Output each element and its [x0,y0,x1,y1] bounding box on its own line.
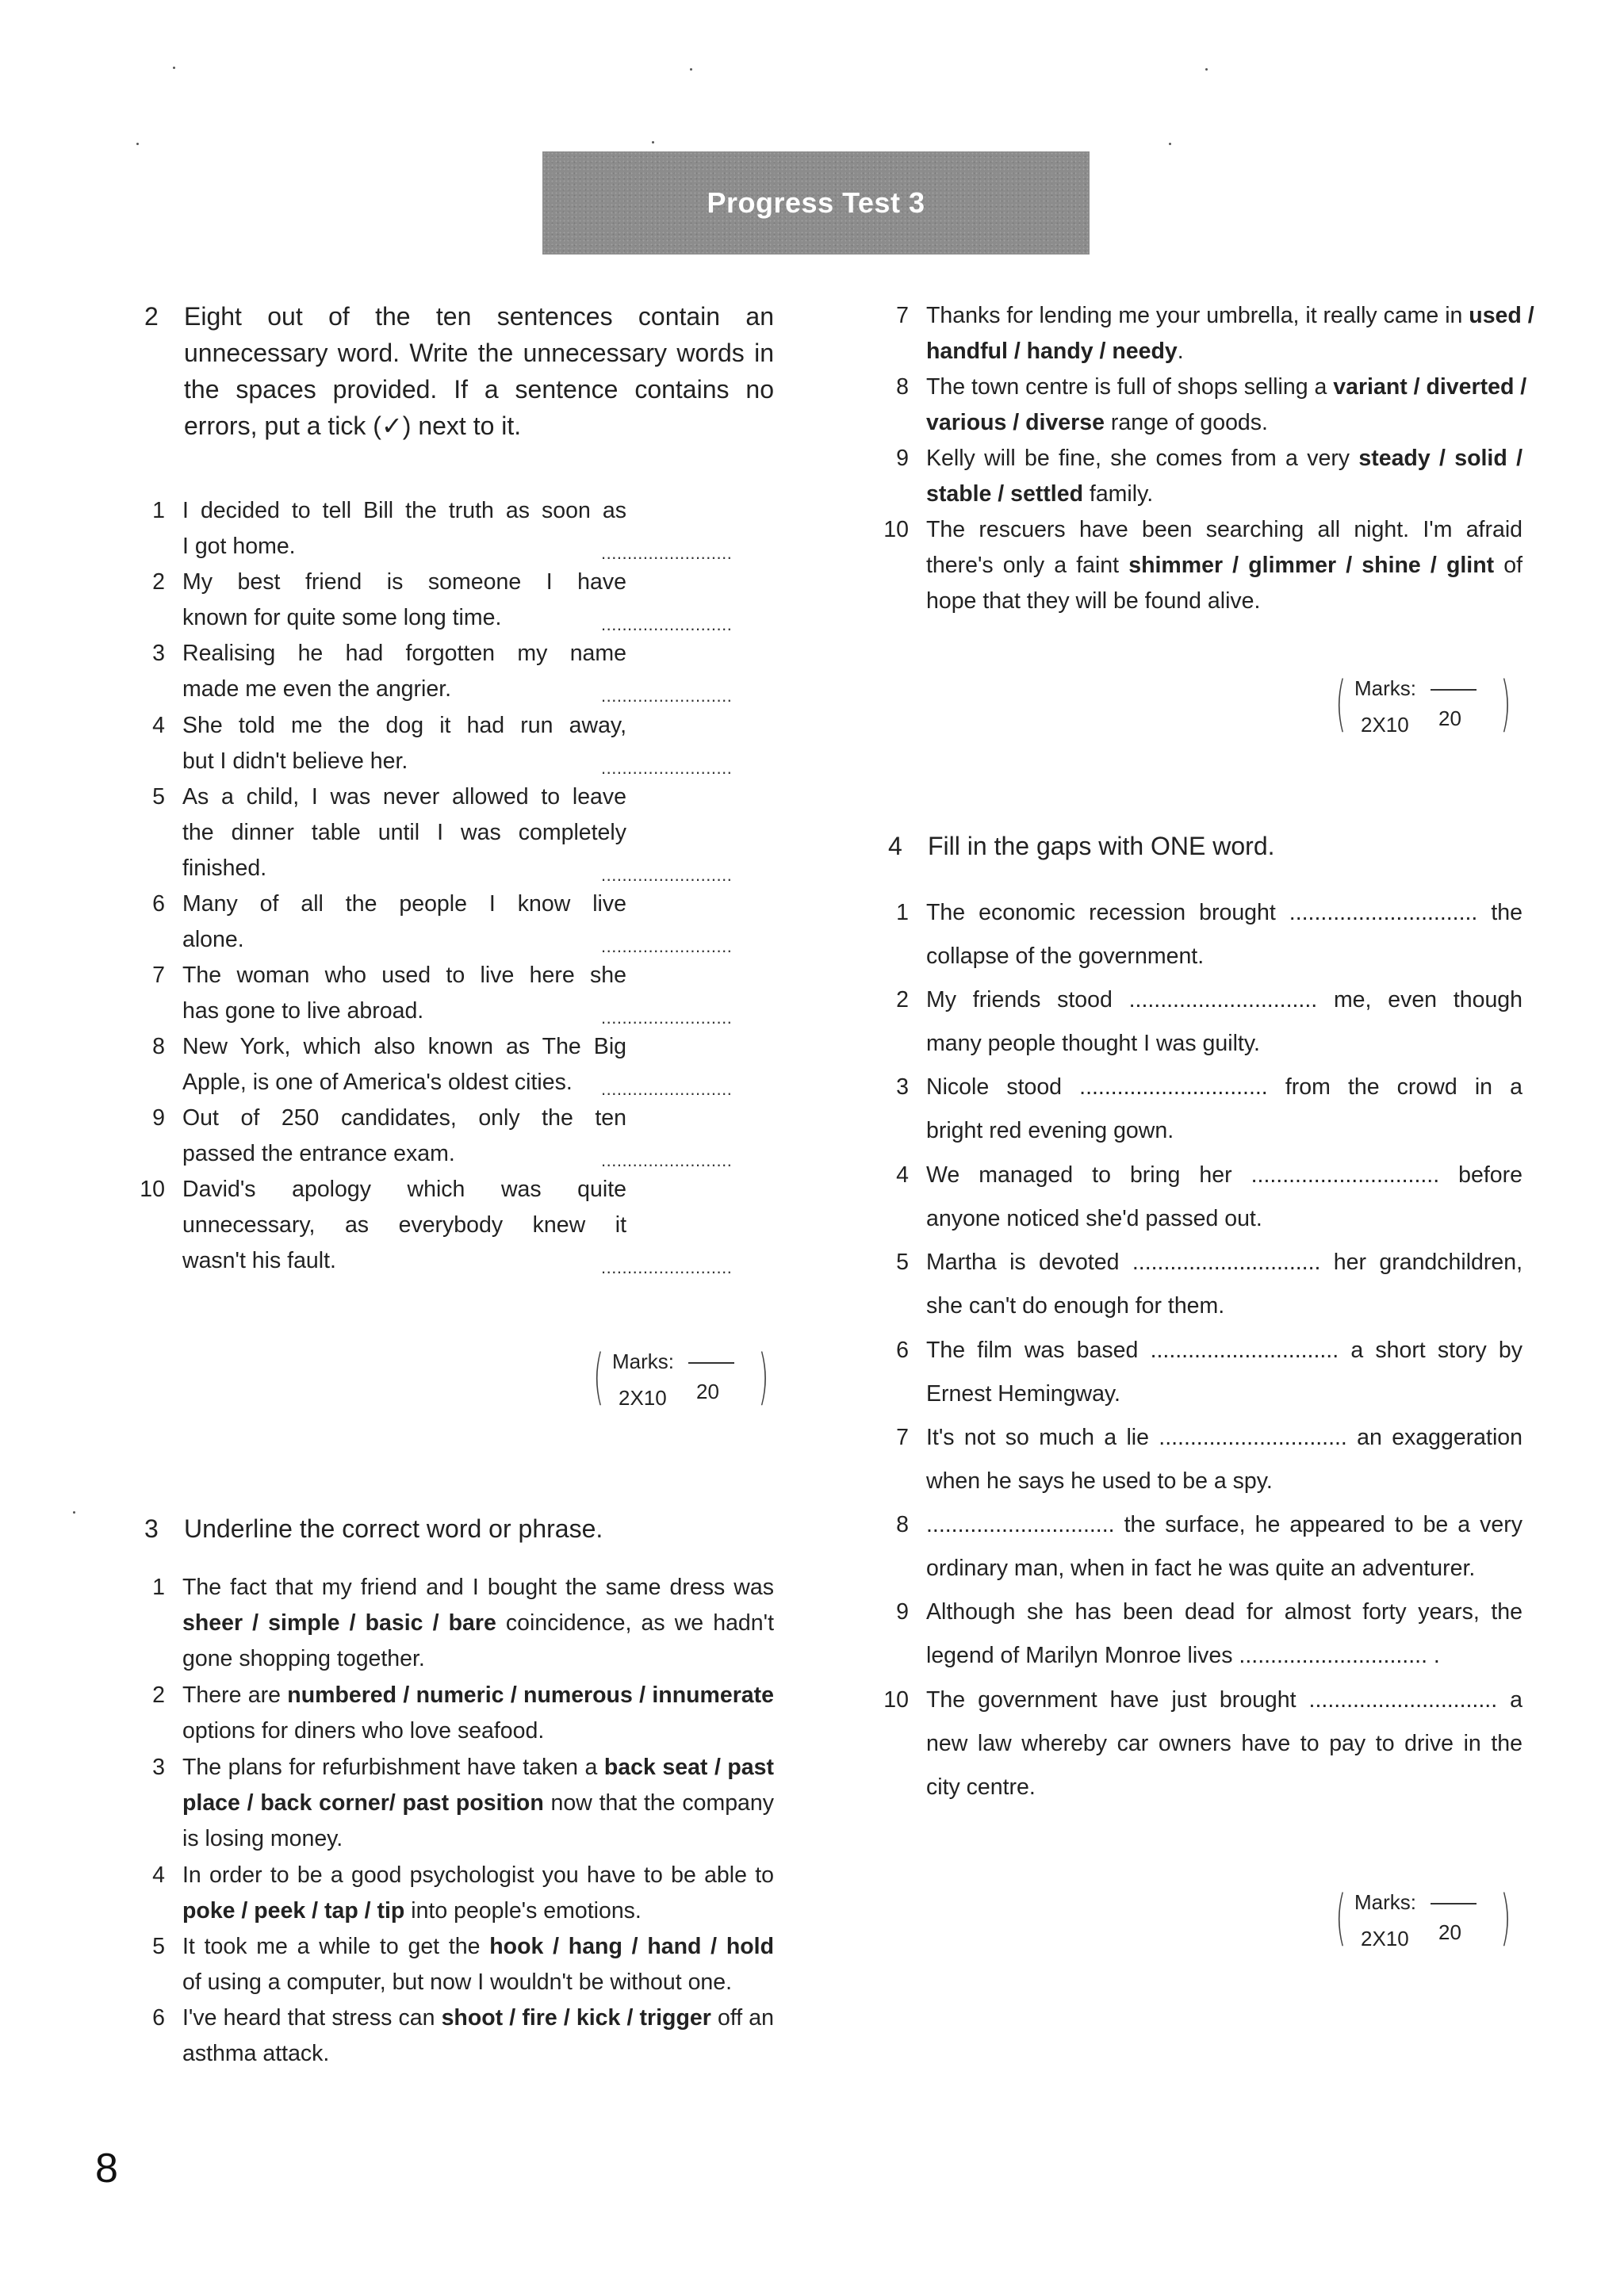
sentence-text: Thanks for lending me your umbrella, it really came in [926,303,1469,328]
item-number: 8 [896,1512,909,1537]
test-title: Progress Test 3 [707,186,925,219]
item-line: when he says he used to be a spy. [926,1468,1273,1494]
answer-blank[interactable]: ......................... [601,1008,733,1028]
item-text [926,891,1522,978]
item-line: .............................. the surface, he appeared to be a very [926,1512,1522,1537]
item-number: 9 [896,446,909,471]
marks-label: Marks: [612,1349,674,1373]
item-text [182,1570,774,1677]
answer-blank[interactable]: ......................... [601,543,733,563]
item-line: Although she has been dead for almost forty years, the [926,1599,1522,1625]
item-line [182,1641,774,1677]
item-line: bright red evening gown. [926,1118,1174,1143]
section-number: 4 [888,832,902,860]
answer-blank[interactable]: ......................... [601,1258,733,1277]
section-instruction: Eight out of the ten sentences contain an unnecessary word. Write the unnecessary words in the spaces provided. If a sentence contains no errors, put a tick (✓) next to it. [184,302,774,440]
right-bracket: ) [1500,1881,1511,1952]
sentence-text: of using a computer, but now I wouldn't be without one. [182,1970,733,1995]
item-line [926,512,1522,548]
answer-blank[interactable]: ......................... [601,865,733,885]
sentence-text: The town centre is full of shops selling a [926,374,1334,400]
item-line: passed the entrance exam. [182,1141,455,1166]
item-line [926,441,1522,477]
item-number: 3 [152,1755,165,1780]
right-bracket: ) [1500,668,1511,738]
item-text [926,298,1534,369]
item-number: 5 [152,784,165,810]
sentence-text: coincidence, as we hadn't [496,1610,774,1636]
sentence-text: off an [710,2005,774,2031]
word-choice-options[interactable]: steady / solid / [1358,446,1522,471]
fraction-line [1431,689,1477,691]
item-number: 7 [152,963,165,988]
item-text [926,978,1522,1066]
item-line [926,369,1527,405]
answer-blank[interactable]: ......................... [601,614,733,634]
item-text [182,779,626,886]
sentence-text: The fact that my friend and I bought the same dress was [182,1575,774,1600]
item-number: 1 [152,1575,165,1600]
answer-blank[interactable]: ......................... [601,686,733,706]
item-line: The economic recession brought .............................. the [926,900,1522,925]
sentence-text: The rescuers have been searching all night. I'm afraid [926,517,1522,542]
scan-speck [173,67,175,69]
item-text [926,1154,1522,1241]
item-number: 3 [896,1074,909,1100]
item-text [182,1029,626,1101]
item-text [926,1591,1522,1678]
scan-speck [73,1511,75,1514]
item-line [182,1929,774,1965]
sentence-text: There are [182,1682,288,1708]
item-text [926,512,1522,619]
item-line [926,548,1522,584]
item-line: wasn't his fault. [182,1248,336,1273]
item-number: 5 [152,1934,165,1959]
item-line: The government have just brought .............................. a [926,1687,1522,1713]
item-line: she can't do enough for them. [926,1293,1225,1319]
scan-speck [1205,68,1208,71]
marks-max: 20 [1438,1920,1461,1944]
word-choice-options[interactable]: sheer / simple / basic / bare [182,1610,496,1636]
marks-label: Marks: [1354,1890,1416,1914]
item-text [182,958,626,1029]
left-bracket: ( [1335,668,1346,738]
marks-box-section-4 [1335,1881,1518,1962]
sentence-text: range of goods. [1104,410,1268,435]
item-line [182,2036,774,2072]
item-text [926,1416,1522,1503]
item-line: We managed to bring her .............................. before [926,1162,1522,1188]
item-number: 10 [140,1177,165,1202]
item-text [182,708,626,779]
item-line: known for quite some long time. [182,605,502,630]
sentence-text: is losing money. [182,1826,343,1851]
item-line [182,1858,774,1893]
sentence-text: The plans for refurbishment have taken a [182,1755,604,1780]
sentence-text: there's only a faint [926,553,1129,578]
marks-multiplier: 2X10 [1361,713,1409,737]
item-number: 6 [152,2005,165,2031]
item-line: As a child, I was never allowed to leave [182,784,626,810]
word-choice-options[interactable]: used / [1469,303,1534,328]
item-text [182,1678,774,1749]
answer-blank[interactable]: ......................... [601,758,733,778]
word-choice-options[interactable]: handful / handy / needy [926,339,1178,364]
item-number: 9 [152,1105,165,1131]
item-number: 1 [896,900,909,925]
item-number: 8 [896,374,909,400]
word-choice-options[interactable]: back seat / past [603,1755,775,1780]
item-text [182,1172,626,1279]
item-line: unnecessary, as everybody knew it [182,1212,626,1238]
item-line: but I didn't believe her. [182,748,408,774]
item-number: 5 [896,1250,909,1275]
item-line [926,334,1522,369]
item-line [182,1965,774,2000]
item-line: Martha is devoted .............................. her grandchildren, [926,1250,1522,1275]
sentence-text: In order to be a good psychologist you have to be able to [182,1862,774,1888]
item-line: I got home. [182,534,296,559]
item-line: ordinary man, when in fact he was quite an adventurer. [926,1556,1476,1581]
item-line: Nicole stood .............................. from the crowd in a [926,1074,1522,1100]
item-line: legend of Marilyn Monroe lives .............................. . [926,1643,1440,1668]
word-choice-options[interactable]: various / diverse [926,410,1105,435]
sentence-text: now that the company [543,1790,774,1816]
sentence-text: asthma attack. [182,2041,330,2066]
word-choice-options[interactable]: shimmer / glimmer / shine / glint [1128,553,1495,578]
left-bracket: ( [593,1341,604,1411]
item-line: alone. [182,927,244,952]
item-line: Out of 250 candidates, only the ten [182,1105,626,1131]
word-choice-options[interactable]: shoot / fire / kick / trigger [441,2005,711,2031]
item-number: 2 [152,569,165,595]
item-number: 1 [152,498,165,523]
item-text [926,1503,1522,1591]
item-line: Realising he had forgotten my name [182,641,626,666]
item-line: many people thought I was guilty. [926,1031,1260,1056]
right-bracket: ) [758,1341,769,1411]
item-number: 7 [896,303,909,328]
word-choice-options[interactable]: numbered / numeric / numerous / innumerate [287,1682,774,1708]
item-number: 3 [152,641,165,666]
section-number: 2 [144,302,159,331]
left-bracket: ( [1335,1881,1346,1952]
sentence-text: I've heard that stress can [182,2005,442,2031]
sentence-text: Kelly will be fine, she comes from a very [926,446,1359,471]
fraction-line [1431,1903,1477,1904]
item-line [182,2000,774,2036]
item-line: My friends stood .............................. me, even though [926,987,1522,1013]
item-line: Many of all the people I know live [182,891,626,917]
item-line: It's not so much a lie .............................. an exaggeration [926,1425,1522,1450]
item-text [182,2000,774,2072]
item-text [182,1929,774,2000]
item-number: 2 [152,1682,165,1708]
answer-blank[interactable]: ......................... [601,936,733,956]
marks-max: 20 [696,1380,719,1403]
item-line: David's apology which was quite [182,1177,626,1202]
item-line: She told me the dog it had run away, [182,713,626,738]
item-line [182,1786,774,1821]
item-line: anyone noticed she'd passed out. [926,1206,1262,1231]
item-number: 2 [896,987,909,1013]
word-choice-options[interactable]: hook / hang / hand / hold [489,1934,774,1959]
word-choice-options[interactable]: place / back corner/ past position [182,1790,544,1816]
item-line [926,298,1534,334]
fraction-line [688,1362,734,1364]
item-text [182,1858,774,1929]
item-line: New York, which also known as The Big [182,1034,626,1059]
item-line: Apple, is one of America's oldest cities. [182,1070,573,1095]
item-line [182,1570,774,1606]
marks-max: 20 [1438,706,1461,730]
item-line [182,1713,774,1749]
item-number: 9 [896,1599,909,1625]
item-number: 10 [883,517,909,542]
item-line: Ernest Hemingway. [926,1381,1120,1407]
sentence-text: It took me a while to get the [182,1934,490,1959]
item-line [182,1821,774,1857]
item-number: 7 [896,1425,909,1450]
answer-blank[interactable]: ......................... [601,1150,733,1170]
item-text [182,493,626,565]
item-text [182,636,626,707]
item-text [926,1241,1522,1328]
answer-blank[interactable]: ......................... [601,1079,733,1099]
sentence-text: of [1494,553,1523,578]
sentence-text: into people's emotions. [404,1898,642,1924]
scan-speck [1169,143,1171,145]
item-line: city centre. [926,1774,1036,1800]
item-line: The film was based .............................. a short story by [926,1338,1522,1363]
sentence-text: family. [1082,481,1154,507]
scan-speck [136,143,139,145]
item-number: 6 [896,1338,909,1363]
word-choice-options[interactable]: variant / diverted / [1333,374,1527,400]
item-text [926,1066,1522,1153]
item-line: has gone to live abroad. [182,998,424,1024]
sentence-text: gone shopping together. [182,1646,425,1671]
item-line [182,1678,774,1713]
item-line: The woman who used to live here she [182,963,626,988]
marks-multiplier: 2X10 [1361,1927,1409,1950]
section-number: 3 [144,1514,159,1543]
item-text [926,441,1522,512]
item-text [926,369,1527,441]
item-line: new law whereby car owners have to pay to drive in the [926,1731,1522,1756]
marks-label: Marks: [1354,676,1416,700]
scan-speck [652,141,654,144]
item-line [926,584,1522,619]
marks-box-section-3 [1335,668,1518,748]
section-instruction: Fill in the gaps with ONE word. [928,832,1275,860]
item-number: 8 [152,1034,165,1059]
marks-multiplier: 2X10 [619,1386,667,1410]
item-text [182,1750,774,1857]
word-choice-options[interactable]: stable / settled [926,481,1083,507]
item-line [182,1750,774,1786]
item-line: made me even the angrier. [182,676,452,702]
item-line: I decided to tell Bill the truth as soon as [182,498,626,523]
section-instruction: Underline the correct word or phrase. [184,1514,603,1543]
item-text [182,886,626,958]
item-line: finished. [182,856,267,881]
test-title-banner [542,151,1090,255]
item-text [182,565,626,636]
sentence-text: options for diners who love seafood. [182,1718,545,1744]
item-line: the dinner table until I was completely [182,820,626,845]
item-line [182,1893,774,1929]
item-number: 4 [896,1162,909,1188]
item-line: collapse of the government. [926,944,1205,969]
sentence-text: . [1177,339,1184,364]
word-choice-options[interactable]: poke / peek / tap / tip [182,1898,405,1924]
item-number: 10 [883,1687,909,1713]
sentence-text: hope that they will be found alive. [926,588,1261,614]
item-line [926,405,1522,441]
item-number: 4 [152,713,165,738]
item-number: 6 [152,891,165,917]
marks-box-section-2 [593,1341,776,1421]
item-number: 4 [152,1862,165,1888]
item-line [182,1606,774,1641]
page-number: 8 [95,2146,118,2192]
item-text [926,1679,1522,1809]
item-text [926,1329,1522,1416]
scan-speck [690,68,692,71]
item-line [926,477,1522,512]
item-text [182,1101,626,1172]
item-line: My best friend is someone I have [182,569,626,595]
